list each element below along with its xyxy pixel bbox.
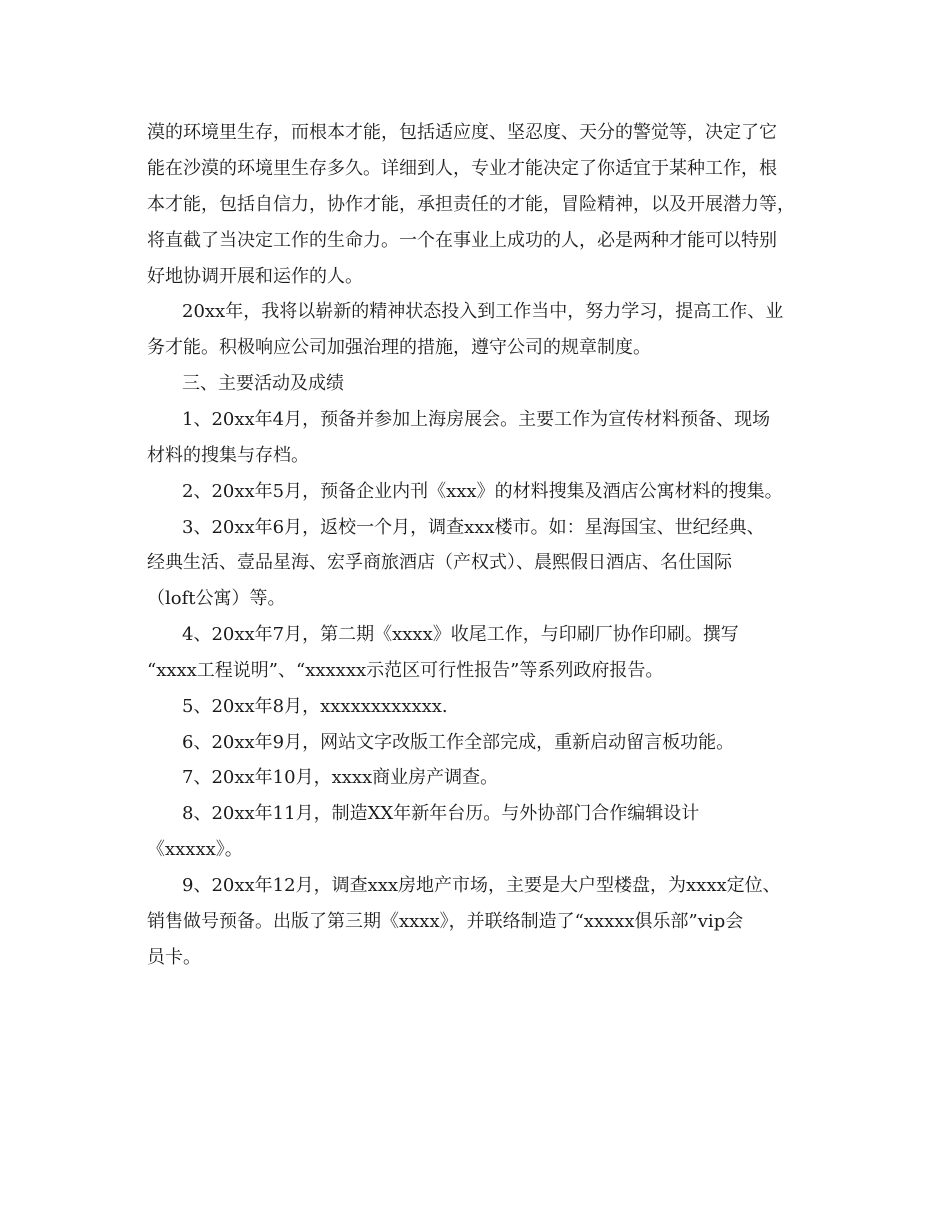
text-line: 本才能，包括自信力，协作才能，承担责任的才能，冒险精神，以及开展潜力等，	[147, 194, 795, 215]
list-item-text: 经典生活、壹品星海、宏孚商旅酒店（产权式）、晨熙假日酒店、名仕国际	[147, 552, 732, 573]
text-line: 20xx年，我将以崭新的精神状态投入到工作当中，努力学习，提高工作、业	[182, 301, 784, 322]
text-line: 将直截了当决定工作的生命力。一个在事业上成功的人，必是两种才能可以特别	[147, 230, 777, 251]
list-item-text: 材料的搜集与存档。	[147, 445, 309, 466]
list-item-text: 4、20xx年7月，第二期《xxxx》收尾工作，与印刷厂协作印刷。撰写	[182, 624, 739, 645]
list-item-text: “xxxx工程说明”、“xxxxxx示范区可行性报告”等系列政府报告。	[147, 660, 664, 681]
text-line: 务才能。积极响应公司加强治理的措施，遵守公司的规章制度。	[147, 337, 651, 358]
list-item-text: 《xxxxx》。	[147, 839, 243, 860]
list-item-text: 7、20xx年10月，xxxx商业房产调查。	[182, 767, 499, 788]
list-item-text: 3、20xx年6月，返校一个月，调查xxx楼市。如：星海国宝、世纪经典、	[182, 517, 765, 538]
list-item-text: 6、20xx年9月，网站文字改版工作全部完成，重新启动留言板功能。	[182, 732, 735, 753]
list-item-text: 5、20xx年8月，xxxxxxxxxxxx.	[182, 696, 448, 717]
list-item-text: 销售做号预备。出版了第三期《xxxx》，并联络制造了“xxxxx俱乐部”vip会	[147, 911, 744, 932]
list-item-text: 8、20xx年11月，制造XX年新年台历。与外协部门合作编辑设计	[182, 803, 700, 824]
text-line: 好地协调开展和运作的人。	[147, 266, 363, 287]
list-item-text: 1、20xx年4月，预备并参加上海房展会。主要工作为宣传材料预备、现场	[182, 409, 771, 430]
text-line: 漠的环境里生存，而根本才能，包括适应度、坚忍度、天分的警觉等，决定了它	[147, 122, 777, 143]
text-line: 能在沙漠的环境里生存多久。详细到人，专业才能决定了你适宜于某种工作，根	[147, 158, 777, 179]
list-item-text: 9、20xx年12月，调查xxx房地产市场，主要是大户型楼盘，为xxxx定位、	[182, 875, 781, 896]
section-heading: 三、主要活动及成绩	[182, 373, 344, 394]
list-item-text: （loft公寓）等。	[147, 588, 286, 609]
list-item-text: 2、20xx年5月，预备企业内刊《xxx》的材料搜集及酒店公寓材料的搜集。	[182, 481, 783, 502]
list-item-text: 员卡。	[147, 947, 201, 968]
